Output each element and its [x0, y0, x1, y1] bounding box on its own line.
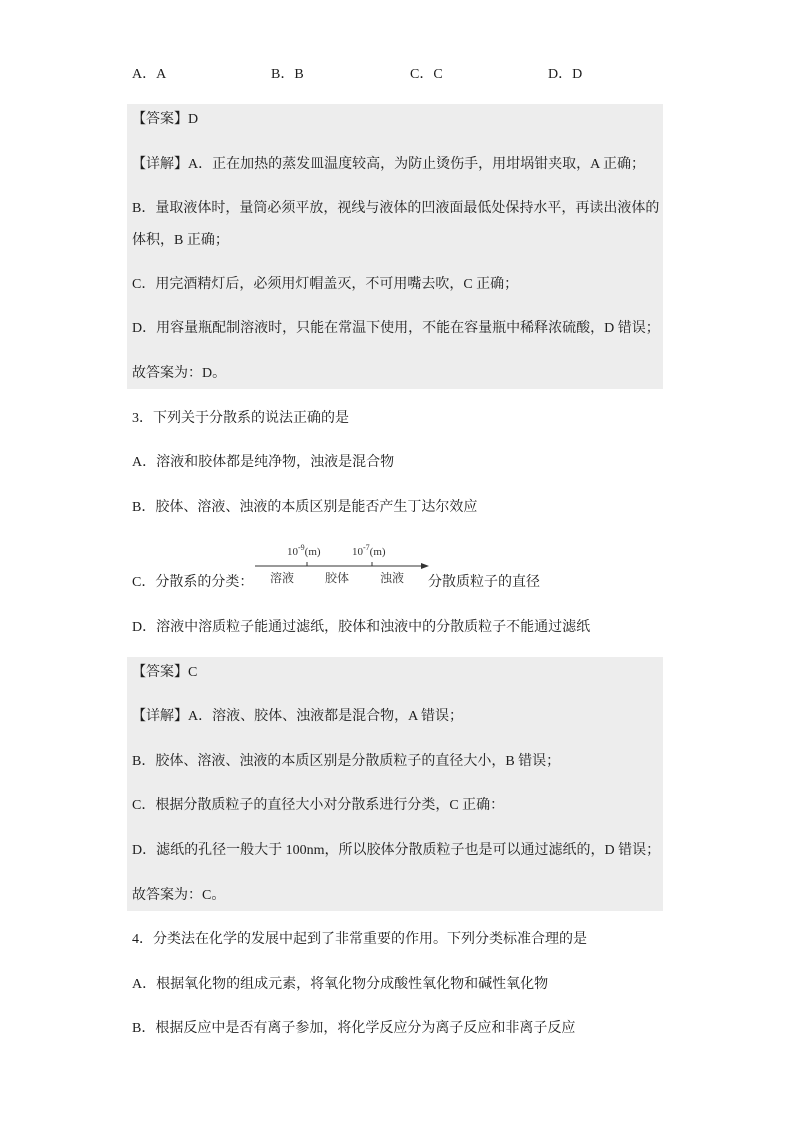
boundary-exponent: -9 — [298, 543, 305, 552]
q3-stem: 3．下列关于分散系的说法正确的是 — [132, 411, 349, 426]
boundary-base: 10 — [287, 546, 298, 558]
q3-option-b: B．胶体、溶液、浊液的本质区别是能否产生丁达尔效应 — [132, 500, 478, 515]
category-suspension: 浊液 — [380, 571, 405, 585]
q3-explanation-line: 【详解】A．溶液、胶体、浊液都是混合物，A 错误； — [132, 709, 463, 724]
q4-option-a: A．根据氧化物的组成元素，将氧化物分成酸性氧化物和碱性氧化物 — [132, 977, 549, 992]
q2-option-d: D．D — [548, 67, 583, 82]
category-colloid: 胶体 — [325, 571, 350, 585]
q4-stem: 4．分类法在化学的发展中起到了非常重要的作用。下列分类标准合理的是 — [132, 932, 587, 947]
q3-option-a: A．溶液和胶体都是纯净物，浊液是混合物 — [132, 455, 395, 470]
category-solution: 溶液 — [270, 571, 295, 585]
q3-analysis-box — [127, 657, 663, 911]
q3-option-c-prefix: C．分散系的分类： — [132, 575, 254, 590]
q3-explanation-line: 故答案为：C。 — [132, 888, 226, 903]
q3-explanation-line: D．滤纸的孔径一般大于 100nm，所以胶体分散质粒子也是可以通过滤纸的，D 错误； — [132, 843, 661, 858]
q2-explanation-line: 【详解】A．正在加热的蒸发皿温度较高，为防止烫伤手，用坩埚钳夹取，A 正确； — [132, 157, 645, 172]
boundary-label-1e-9 — [287, 544, 321, 560]
q3-option-d: D．溶液中溶质粒子能通过滤纸，胶体和浊液中的分散质粒子不能通过滤纸 — [132, 620, 591, 635]
q3-explanation-line: B．胶体、溶液、浊液的本质区别是分散质粒子的直径大小，B 错误； — [132, 754, 561, 769]
q3-explanation-line: C．根据分散质粒子的直径大小对分散系进行分类，C 正确： — [132, 798, 505, 813]
q2-option-a: A．A — [132, 67, 167, 82]
q2-explanation-line: C．用完酒精灯后，必须用灯帽盖灭，不可用嘴去吹，C 正确； — [132, 277, 519, 292]
boundary-exponent: -7 — [363, 543, 370, 552]
q2-option-b: B．B — [271, 67, 304, 82]
diagram-axis-label: 分散质粒子的直径 — [428, 575, 540, 590]
axis-arrowhead — [421, 563, 429, 569]
q2-explanation-line: 体积，B 正确； — [132, 233, 229, 248]
q2-answer: 【答案】D — [132, 112, 199, 127]
q2-option-c: C．C — [410, 67, 443, 82]
q2-explanation-line: 故答案为：D。 — [132, 366, 227, 381]
q2-explanation-line: D．用容量瓶配制溶液时，只能在常温下使用，不能在容量瓶中稀释浓硫酸，D 错误； — [132, 321, 660, 336]
boundary-base: 10 — [352, 546, 363, 558]
q4-option-b: B．根据反应中是否有离子参加，将化学反应分为离子反应和非离子反应 — [132, 1021, 576, 1036]
dispersion-classification-diagram — [250, 540, 430, 592]
boundary-unit: (m) — [369, 546, 386, 558]
boundary-label-1e-7 — [352, 544, 386, 560]
q3-answer: 【答案】C — [132, 665, 198, 680]
q2-explanation-line: B．量取液体时，量筒必须平放，视线与液体的凹液面最低处保持水平，再读出液体的 — [132, 201, 660, 216]
boundary-unit: (m) — [304, 546, 321, 558]
